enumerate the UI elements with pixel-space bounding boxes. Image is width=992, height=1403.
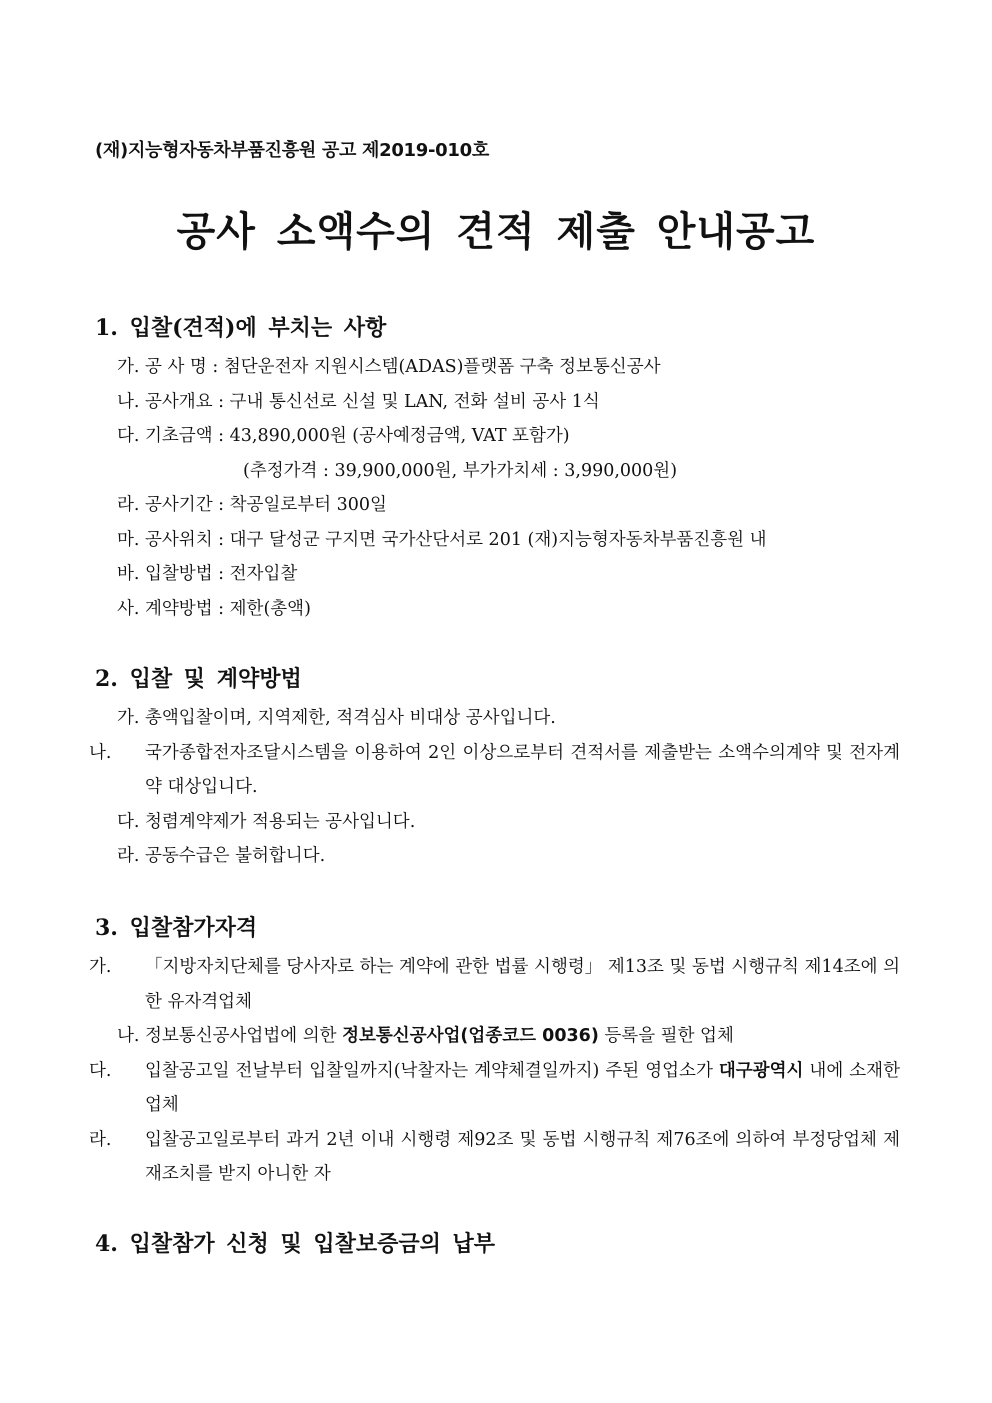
list-item: 바. 입찰방법 : 전자입찰: [117, 564, 298, 584]
list-item: 나. 공사개요 : 구내 통신선로 신설 및 LAN, 전화 설비 공사 1식: [117, 391, 600, 412]
section-1: [95, 312, 900, 626]
list-item: 마. 공사위치 : 대구 달성군 구지면 국가산단서로 201 (재)지능형자동차부품진흥원 내: [117, 529, 767, 550]
page-title: 공사 소액수의 견적 제출 안내공고: [176, 209, 816, 255]
list-item: 다. 청렴계약제가 적용되는 공사입니다.: [117, 811, 416, 832]
list-item: 라. 공사기간 : 착공일로부터 300일: [117, 495, 387, 515]
list-item: 사. 계약방법 : 제한(총액): [117, 598, 311, 619]
list-item-continuation: (추정가격 : 39,900,000원, 부가가치세 : 3,990,000원): [243, 460, 678, 481]
section-4: [95, 1228, 900, 1266]
list-item: 라. 입찰공고일로부터 과거 2년 이내 시행령 제92조 및 동법 시행규칙 제76조에 의하여 부정당업체 제재조치를 받지 아니한 자: [89, 1129, 900, 1184]
list-item: 나. 정보통신공사업법에 의한 정보통신공사업(업종코드 0036) 등록을 필한 업체: [117, 1026, 734, 1046]
region-highlight: 대구광역시: [718, 1060, 804, 1081]
section-3-heading: 3. 입찰참가자격: [95, 915, 258, 941]
list-item: 다. 기초금액 : 43,890,000원 (공사예정금액, VAT 포함가): [117, 426, 570, 446]
list-item: 나. 국가종합전자조달시스템을 이용하여 2인 이상으로부터 견적서를 제출받는 소액수의계약 및 전자계약 대상입니다.: [89, 742, 900, 797]
section-1-heading: 1. 입찰(견적)에 부치는 사항: [95, 315, 387, 341]
section-2: [89, 663, 900, 874]
business-code-highlight: 정보통신공사업(업종코드 0036): [342, 1026, 599, 1046]
list-item: 가. 총액입찰이며, 지역제한, 적격심사 비대상 공사입니다.: [117, 708, 556, 728]
list-item: 가. 「지방자치단체를 당사자로 하는 계약에 관한 법률 시행령」 제13조 및 동법 시행규칙 제14조에 의한 유자격업체: [89, 957, 900, 1012]
list-item: 라. 공동수급은 불허합니다.: [117, 846, 326, 866]
list-item: 가. 공 사 명 : 첨단운전자 지원시스템(ADAS)플랫폼 구축 정보통신공사: [117, 357, 661, 377]
list-item: 다. 입찰공고일 전날부터 입찰일까지(낙찰자는 계약체결일까지) 주된 영업소가 대구광역시 내에 소재한 업체: [89, 1060, 900, 1115]
section-3: [89, 912, 900, 1192]
notice-number: (재)지능형자동차부품진흥원 공고 제2019-010호: [95, 140, 489, 161]
section-2-heading: 2. 입찰 및 계약방법: [95, 666, 302, 692]
section-4-heading: 4. 입찰참가 신청 및 입찰보증금의 납부: [95, 1231, 496, 1257]
